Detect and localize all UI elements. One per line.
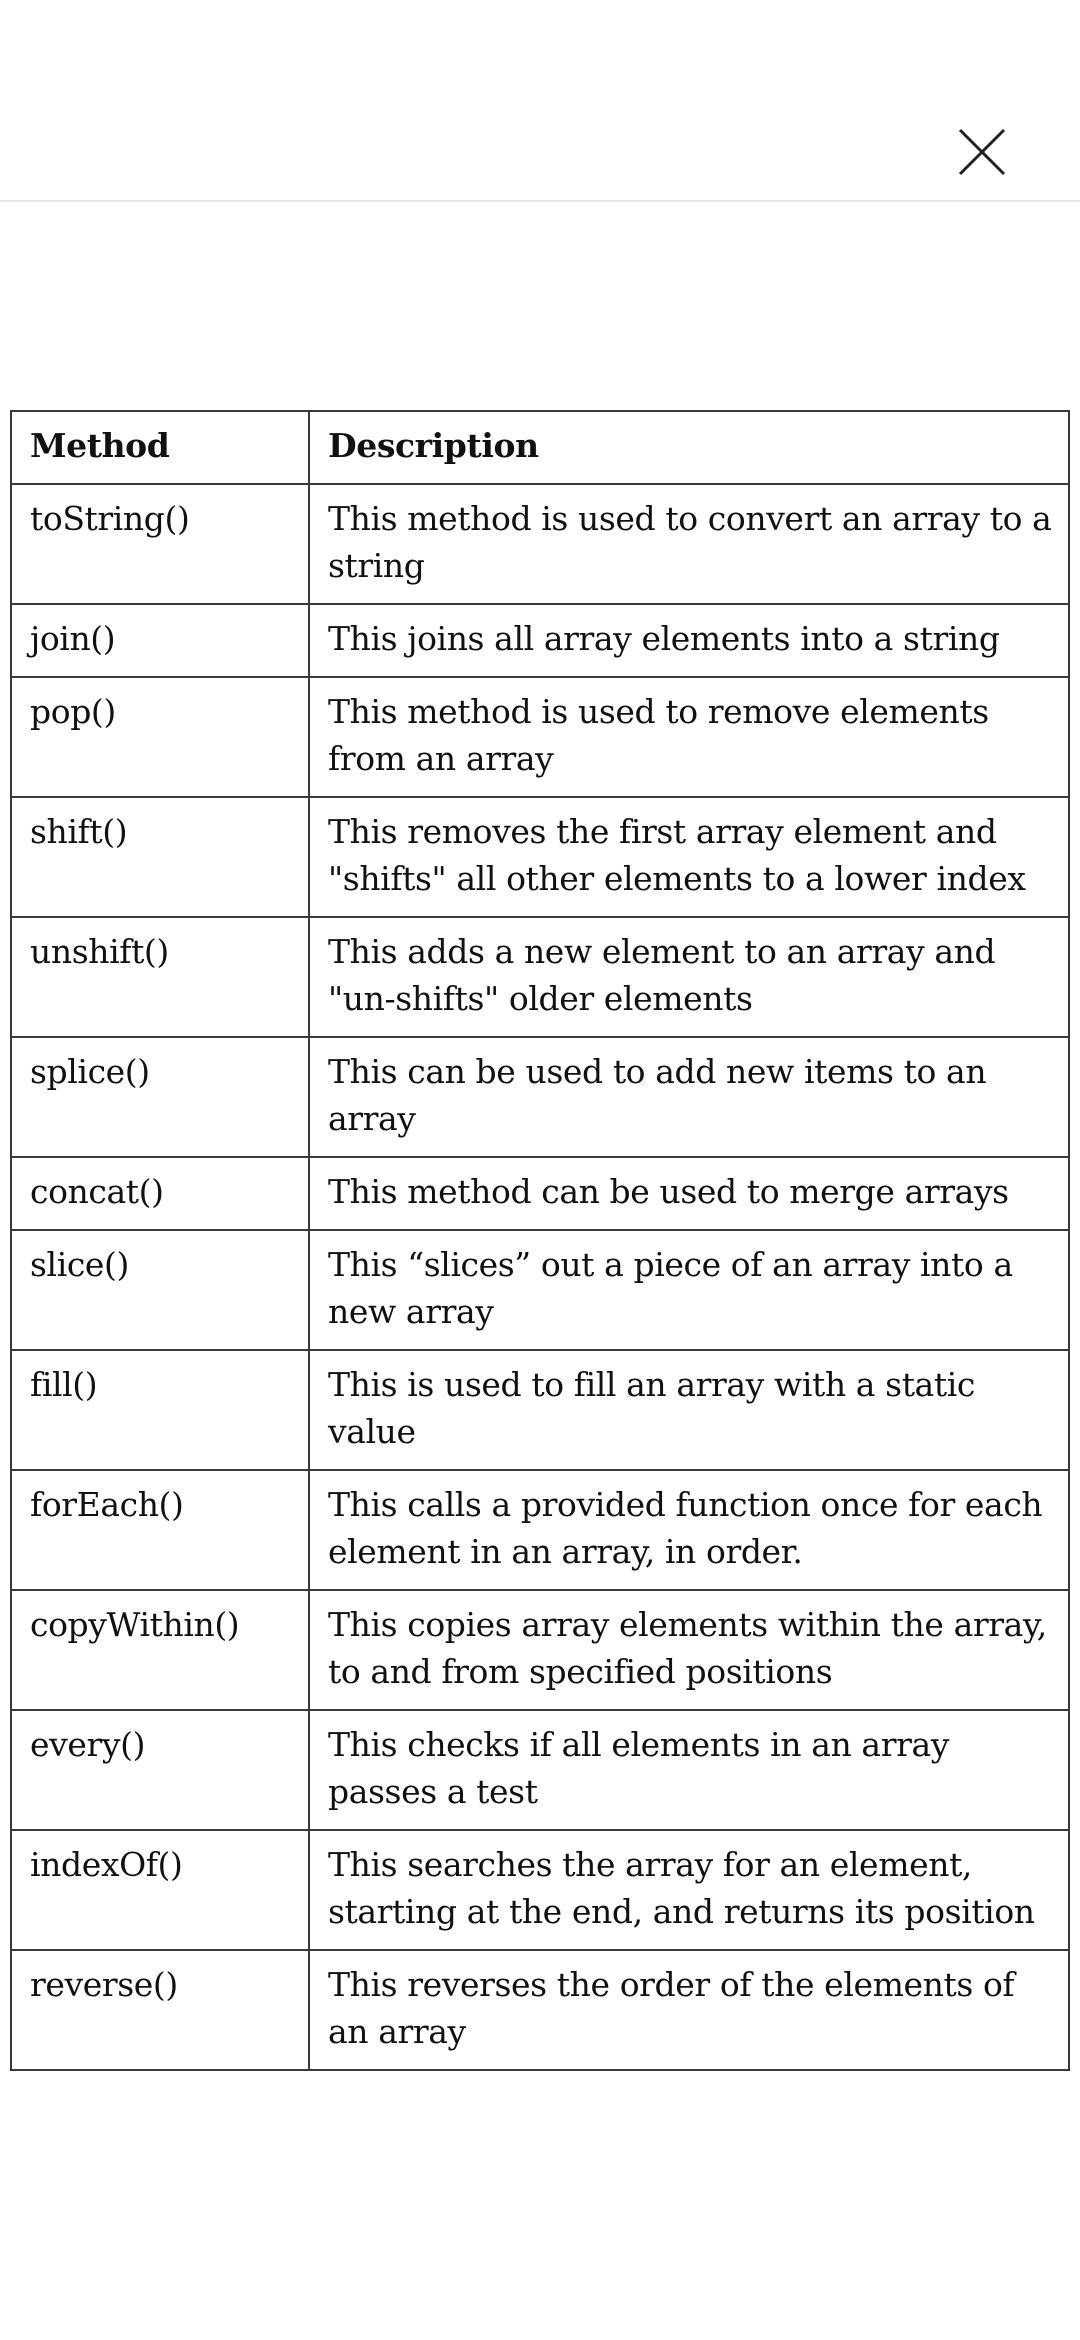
close-button[interactable] [950,120,1014,184]
description-cell: This calls a provided function once for each element in an array, in order. [309,1470,1069,1590]
method-cell: fill() [11,1350,309,1470]
table-row [11,1157,1069,1230]
description-cell: This “slices” out a piece of an array into a new array [309,1230,1069,1350]
table-row [11,1470,1069,1590]
table-row [11,1350,1069,1470]
table-row [11,1037,1069,1157]
method-cell: every() [11,1710,309,1830]
method-cell: join() [11,604,309,677]
table-row [11,677,1069,797]
description-cell: This method is used to remove elements from an array [309,677,1069,797]
method-cell: concat() [11,1157,309,1230]
table-row [11,1830,1069,1950]
description-cell: This can be used to add new items to an array [309,1037,1069,1157]
description-cell: This reverses the order of the elements of an array [309,1950,1069,2070]
table-row [11,484,1069,604]
method-cell: reverse() [11,1950,309,2070]
table-row [11,604,1069,677]
method-cell: forEach() [11,1470,309,1590]
close-icon [950,120,1014,184]
method-cell: splice() [11,1037,309,1157]
method-cell: shift() [11,797,309,917]
column-header-method: Method [11,411,309,484]
method-cell: unshift() [11,917,309,1037]
description-cell: This is used to fill an array with a static value [309,1350,1069,1470]
table-row [11,1710,1069,1830]
table-row [11,1590,1069,1710]
method-cell: slice() [11,1230,309,1350]
method-cell: indexOf() [11,1830,309,1950]
table-row [11,797,1069,917]
column-header-description: Description [309,411,1069,484]
description-cell: This checks if all elements in an array passes a test [309,1710,1069,1830]
method-cell: copyWithin() [11,1590,309,1710]
description-cell: This adds a new element to an array and "un-shifts" older elements [309,917,1069,1037]
method-cell: toString() [11,484,309,604]
table-header-row [11,411,1069,484]
table-row [11,917,1069,1037]
method-cell: pop() [11,677,309,797]
description-cell: This searches the array for an element, starting at the end, and returns its position [309,1830,1069,1950]
methods-table-container [10,410,1068,2071]
table-row [11,1230,1069,1350]
description-cell: This method can be used to merge arrays [309,1157,1069,1230]
table-row [11,1950,1069,2070]
description-cell: This copies array elements within the array, to and from specified positions [309,1590,1069,1710]
description-cell: This method is used to convert an array to a string [309,484,1069,604]
methods-table [10,410,1070,2071]
description-cell: This joins all array elements into a string [309,604,1069,677]
description-cell: This removes the first array element and "shifts" all other elements to a lower index [309,797,1069,917]
top-bar [0,0,1080,202]
